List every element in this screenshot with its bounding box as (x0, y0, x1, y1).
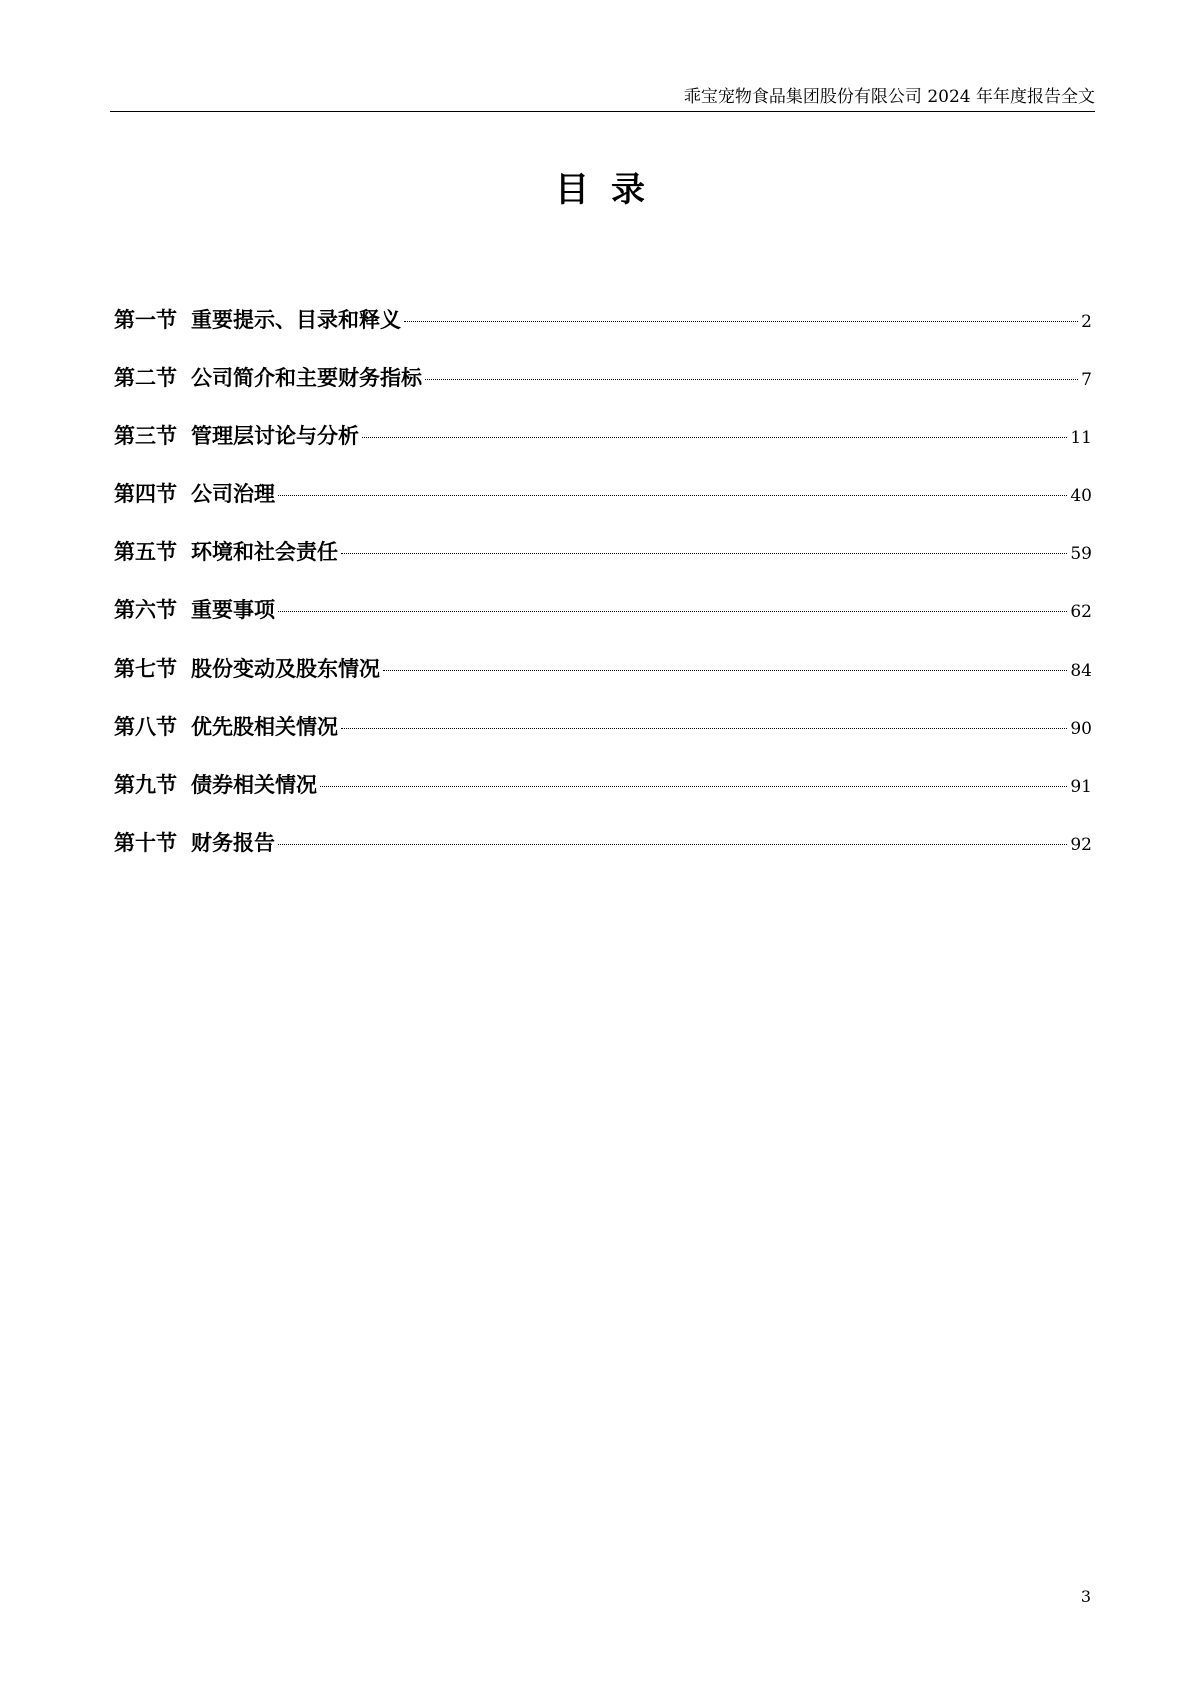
toc-section-title: 股份变动及股东情况 (191, 657, 380, 681)
toc-entry[interactable] (114, 421, 1092, 451)
toc-section-number: 第五节 (114, 540, 177, 564)
toc-page-number: 40 (1070, 486, 1092, 506)
toc-entry[interactable] (114, 654, 1092, 684)
toc-section-number: 第一节 (114, 308, 177, 332)
toc-section-number: 第三节 (114, 424, 177, 448)
toc-page-number: 84 (1070, 661, 1092, 681)
toc-dot-leader (425, 379, 1078, 380)
toc-section-number: 第七节 (114, 657, 177, 681)
toc-section-title: 债券相关情况 (191, 773, 317, 797)
toc-dot-leader (383, 670, 1067, 671)
toc-entry[interactable] (114, 828, 1092, 858)
toc-entry[interactable] (114, 305, 1092, 335)
header-text: 乖宝宠物食品集团股份有限公司 2024 年年度报告全文 (683, 87, 1095, 107)
toc-dot-leader (341, 553, 1067, 554)
toc-section-title: 公司治理 (191, 482, 275, 506)
toc-entry[interactable] (114, 479, 1092, 509)
toc-page-number: 11 (1070, 428, 1092, 448)
toc-dot-leader (278, 495, 1067, 496)
toc-page-number: 90 (1070, 719, 1092, 739)
toc-section-title: 重要事项 (191, 598, 275, 622)
toc-dot-leader (278, 844, 1067, 845)
toc-page-number: 59 (1070, 544, 1092, 564)
toc-entry[interactable] (114, 363, 1092, 393)
toc-dot-leader (404, 321, 1078, 322)
toc-page-number: 2 (1081, 312, 1092, 332)
toc-section-title: 优先股相关情况 (191, 715, 338, 739)
toc-dot-leader (341, 728, 1067, 729)
toc-section-number: 第十节 (114, 831, 177, 855)
toc-section-title: 财务报告 (191, 831, 275, 855)
toc-section-number: 第九节 (114, 773, 177, 797)
page-title: 目录 (555, 170, 667, 210)
toc-page-number: 92 (1070, 835, 1092, 855)
page-header (110, 84, 1095, 112)
page-number: 3 (1080, 1587, 1091, 1606)
toc-entry[interactable] (114, 595, 1092, 625)
toc-section-number: 第四节 (114, 482, 177, 506)
toc-page-number: 7 (1081, 370, 1092, 390)
toc-section-title: 环境和社会责任 (191, 540, 338, 564)
toc-entry[interactable] (114, 712, 1092, 742)
toc-section-title: 公司简介和主要财务指标 (191, 366, 422, 390)
toc-entry[interactable] (114, 537, 1092, 567)
toc-page-number: 91 (1070, 777, 1092, 797)
toc-section-number: 第二节 (114, 366, 177, 390)
toc-section-title: 管理层讨论与分析 (191, 424, 359, 448)
toc-entry[interactable] (114, 770, 1092, 800)
toc-section-title: 重要提示、目录和释义 (191, 308, 401, 332)
toc-page-number: 62 (1070, 602, 1092, 622)
toc-section-number: 第八节 (114, 715, 177, 739)
toc-dot-leader (362, 437, 1067, 438)
toc-section-number: 第六节 (114, 598, 177, 622)
toc-dot-leader (278, 611, 1067, 612)
toc-dot-leader (320, 786, 1067, 787)
